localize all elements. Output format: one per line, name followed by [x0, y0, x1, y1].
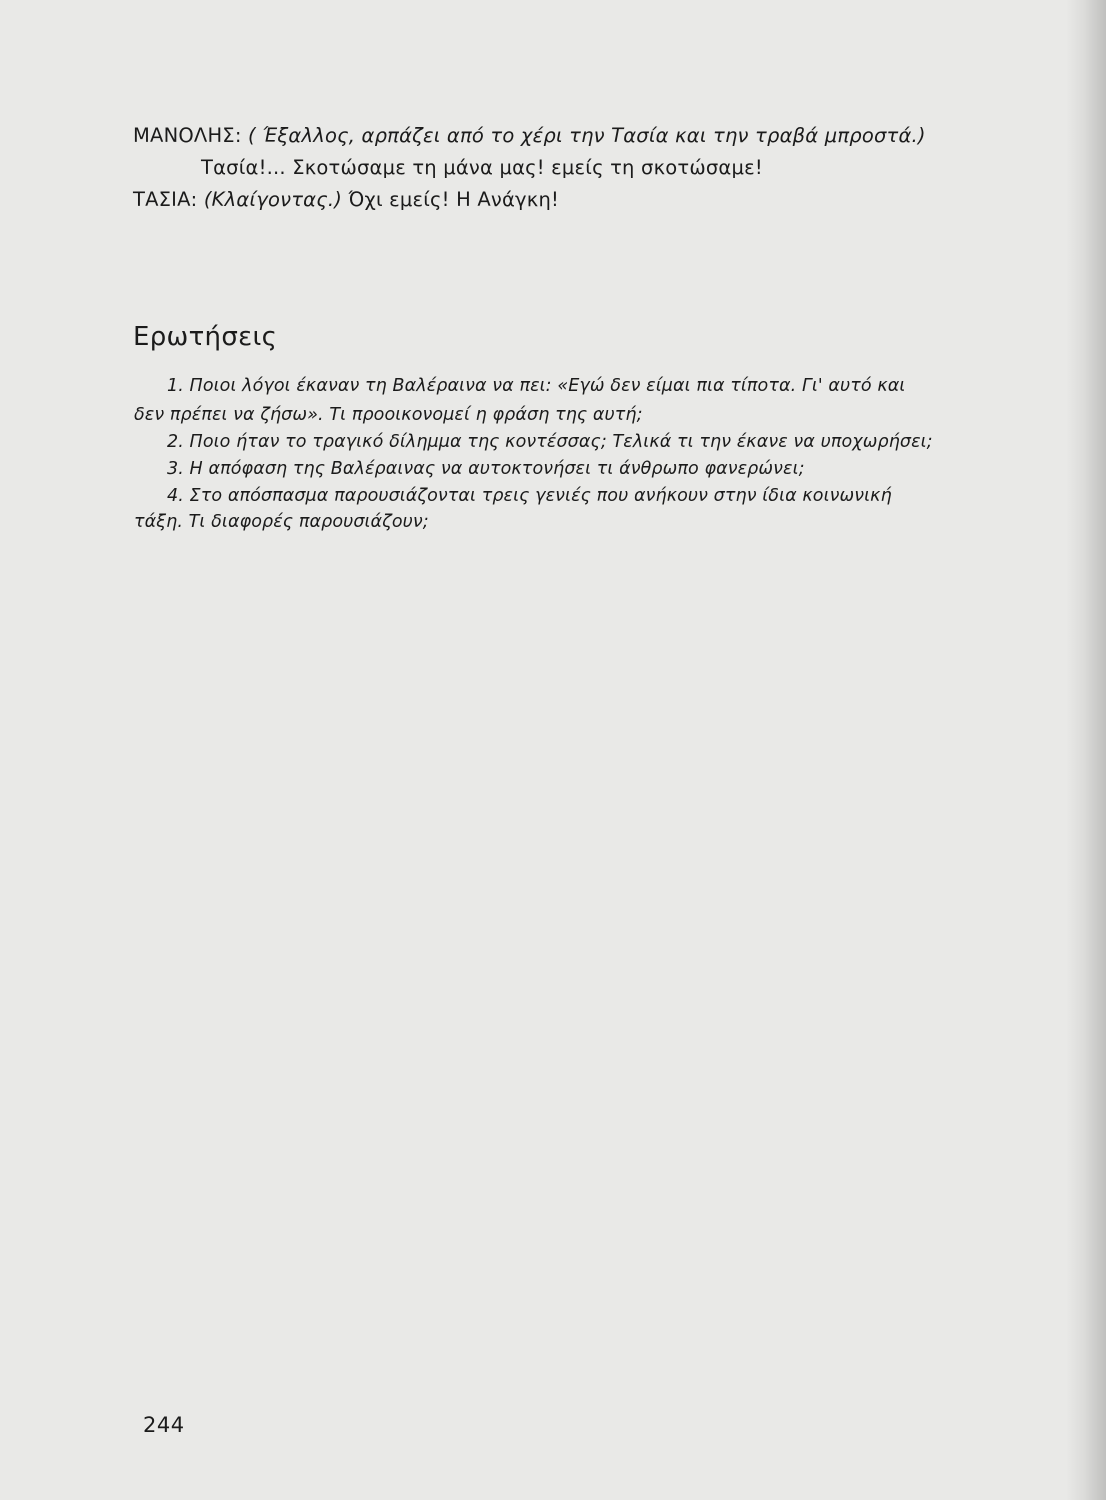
question-1-line-1: 1. Ποιοι λόγοι έκαναν τη Βαλέραινα να πει: «Εγώ δεν είμαι πια τίποτα. Γι' αυτό και: [167, 376, 906, 396]
question-2: 2. Ποιο ήταν το τραγικό δίλημμα της κοντέσσας; Τελικά τι την έκανε να υποχωρήσει;: [167, 432, 933, 452]
question-4-line-2: τάξη. Τι διαφορές παρουσιάζουν;: [134, 512, 429, 532]
question-4-line-1: 4. Στο απόσπασμα παρουσιάζονται τρεις γενιές που ανήκουν στην ίδια κοινωνική: [167, 486, 892, 506]
speaker-name: ΤΑΣΙΑ:: [133, 188, 198, 211]
dialogue-line-3: [133, 188, 559, 211]
dialogue-line-2: [201, 156, 763, 179]
speaker-name: ΜΑΝΟΛΗΣ:: [133, 124, 242, 147]
page-edge-shadow: [1066, 0, 1106, 1500]
page-number: 244: [143, 1413, 185, 1437]
stage-direction: (Κλαίγοντας.): [203, 188, 343, 211]
dialogue-line-1: [133, 124, 926, 147]
stage-direction: ( Έξαλλος, αρπάζει από το χέρι την Τασία και την τραβά μπροστά.): [248, 124, 926, 147]
dialogue-speech: Τασία!... Σκοτώσαμε τη μάνα μας! εμείς τη σκοτώσαμε!: [201, 156, 763, 179]
dialogue-speech: Όχι εμείς! Η Ανάγκη!: [342, 188, 560, 211]
question-1-line-2: δεν πρέπει να ζήσω». Τι προοικονομεί η φράση της αυτή;: [134, 405, 643, 425]
section-heading: Ερωτήσεις: [133, 322, 278, 352]
question-3: 3. Η απόφαση της Βαλέραινας να αυτοκτονήσει τι άνθρωπο φανερώνει;: [167, 459, 805, 479]
